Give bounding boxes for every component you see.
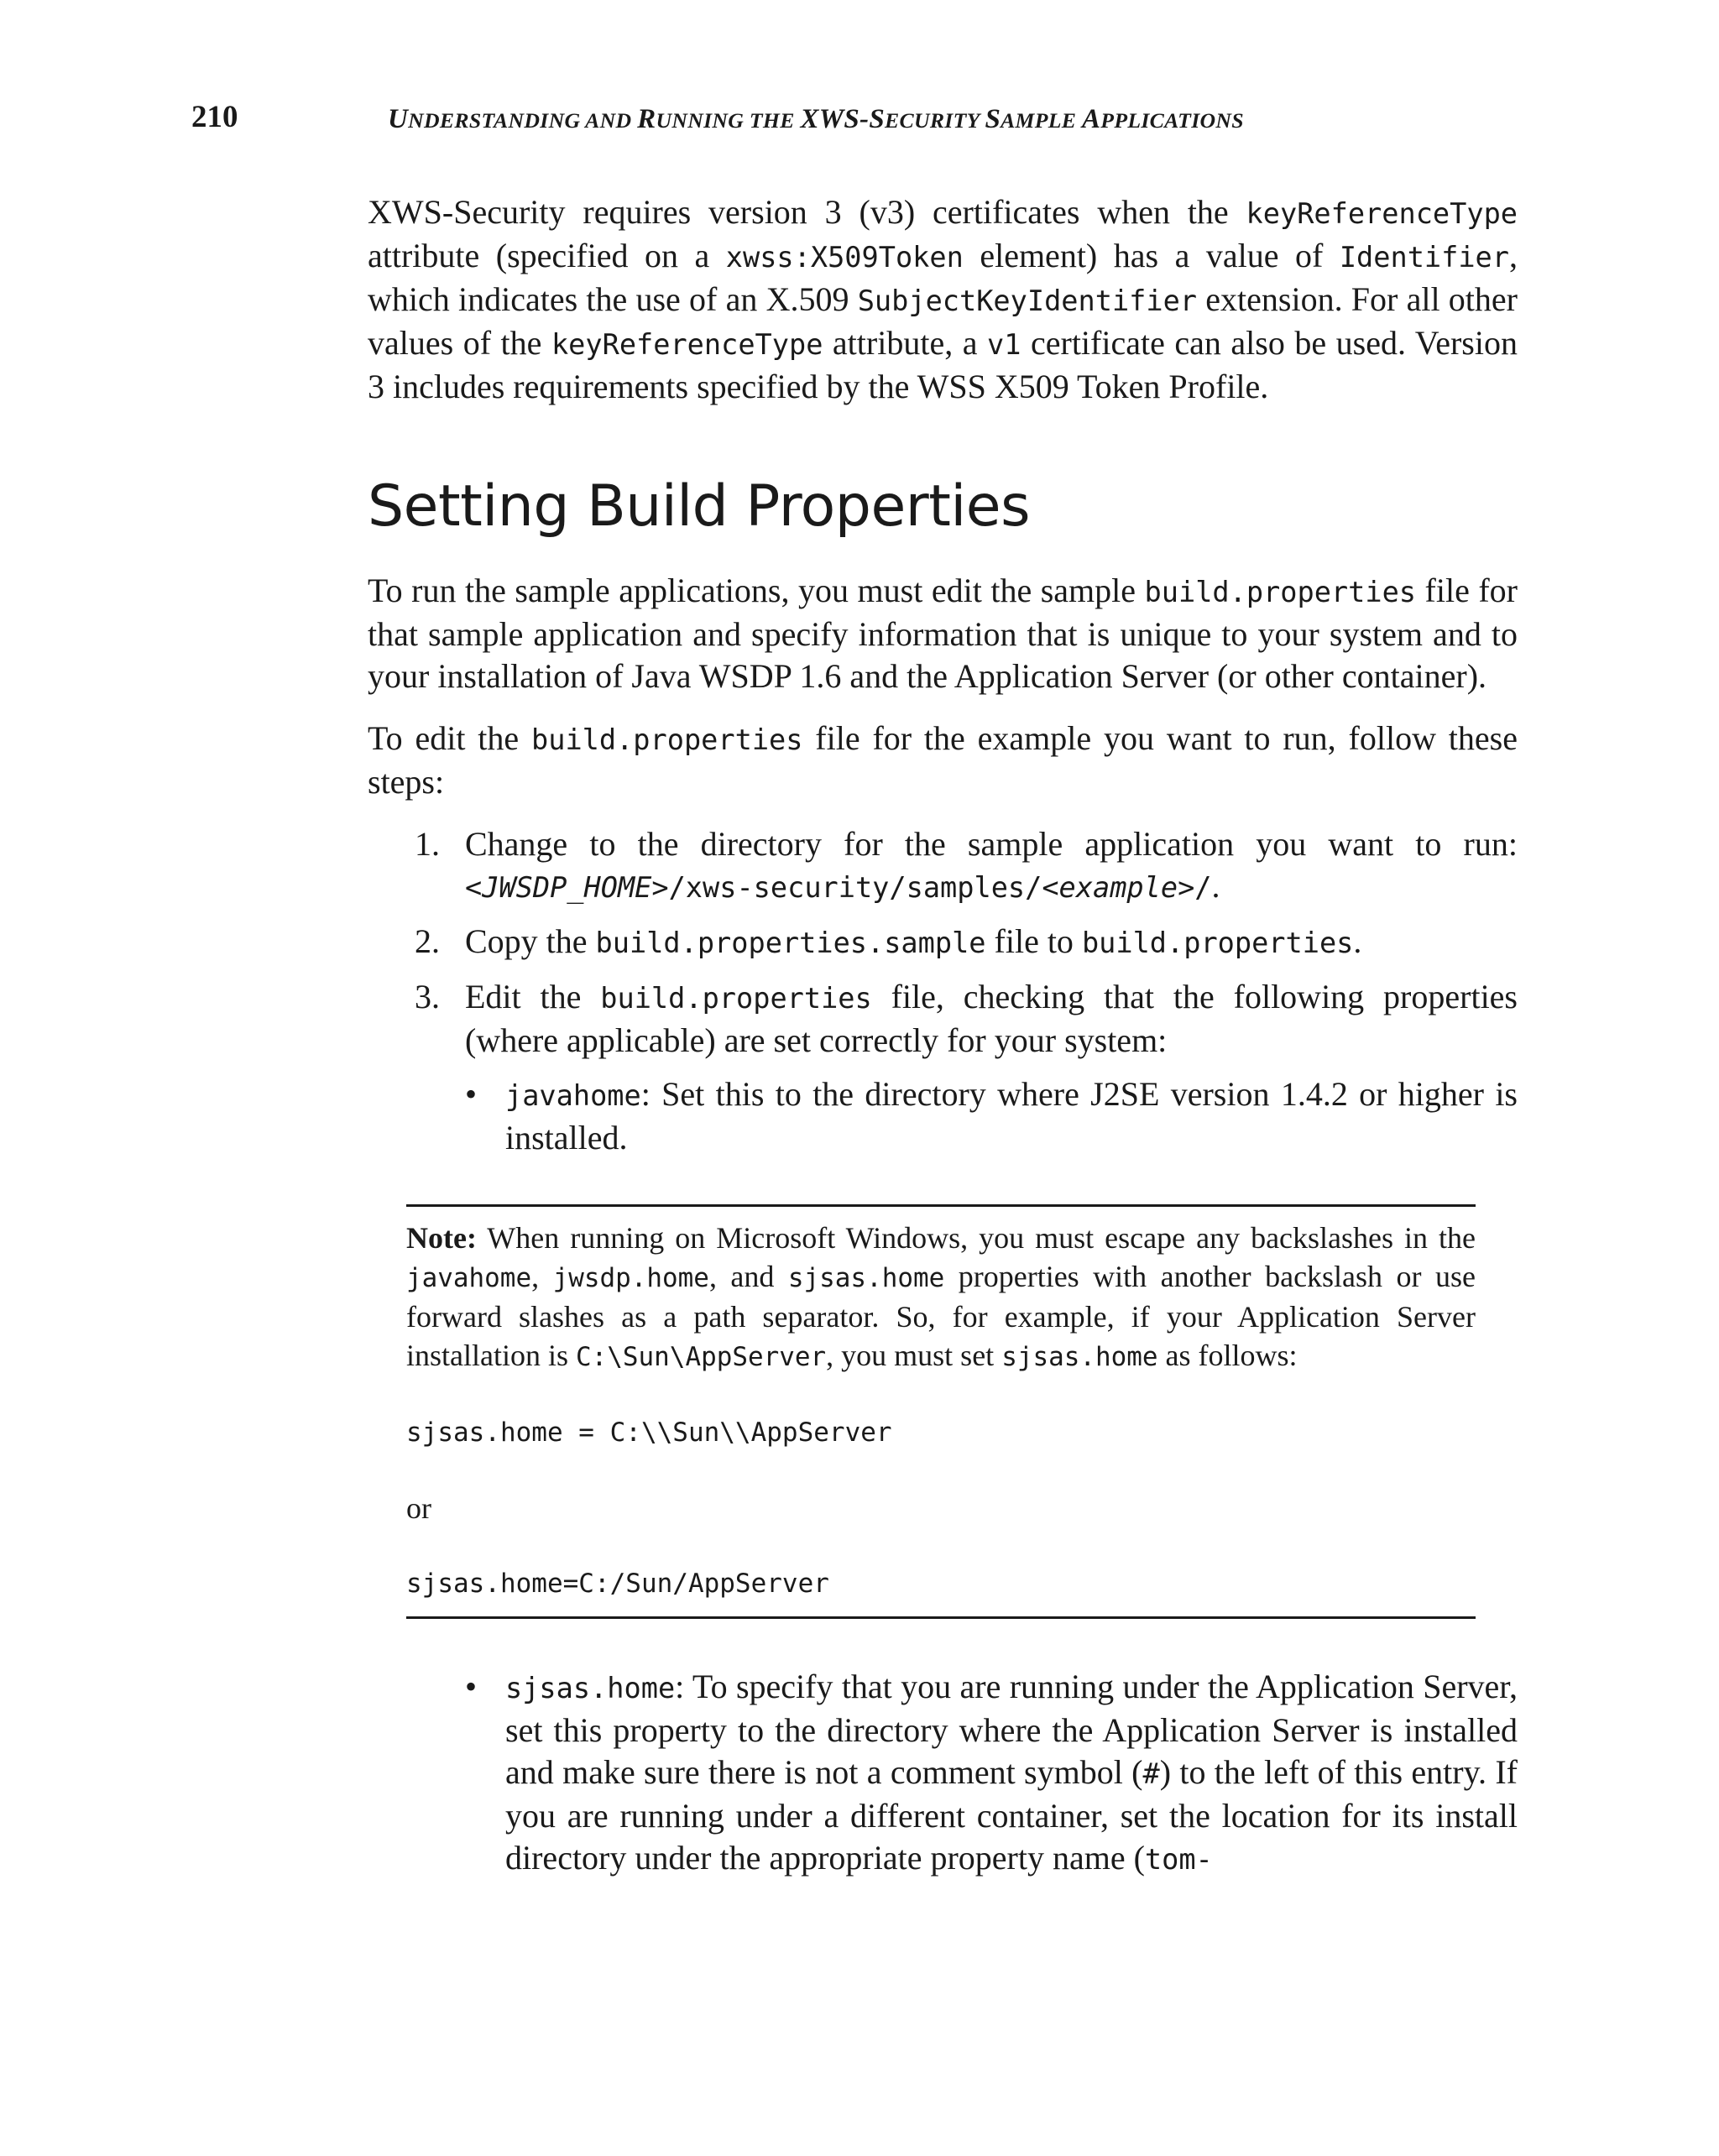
text-run: : Set this to the directory where J2SE version 1.4.2 or higher is installed. [505,1075,1518,1156]
intro-paragraph [368,191,1518,408]
text-run: Copy the [465,922,596,960]
running-head-part: R [637,104,656,134]
bullet-icon: • [465,1668,478,1705]
code-run: / [1194,871,1212,904]
code-run: build.properties [1081,927,1354,959]
running-head-part: S [985,104,1001,134]
text-run: file, checking that the following properties (where applicable) are set correctly for your system: [465,978,1518,1059]
code-run: tom- [1144,1843,1213,1876]
steps-list [368,823,1518,1062]
text-run: Change to the directory for the sample application you want to run: [465,825,1518,863]
text-run: as follows: [1157,1339,1298,1372]
build-properties-paragraph [368,570,1518,697]
code-run: v1 [987,328,1021,361]
running-head-part: XWS-S [800,104,886,134]
text-run: file for that sample application and specify information that is unique to your system and to your installation of Java WSDP 1.6 and the Application Server (or other container). [368,572,1518,695]
steps-intro-paragraph [368,718,1518,803]
code-run: javahome [406,1263,532,1293]
page-body [368,191,1518,1892]
running-head-part: U [388,104,409,134]
running-head-part: UNNING THE [656,108,801,133]
running-head-part: AMPLE [1001,108,1082,133]
step-item [368,976,1518,1062]
running-head-part: PPLICATIONS [1100,108,1244,133]
text-run: ) to the left of this entry. If you are running under a different container, set the location for its install directory under the appropriate property name ( [505,1753,1518,1877]
text-run: . [1353,922,1362,960]
step-number: 1. [415,825,440,863]
code-run: keyReferenceType [1246,197,1518,230]
running-head-part: ECURITY [885,108,985,133]
code-run: SubjectKeyIdentifier [857,285,1198,317]
code-run: jwsdp.home [552,1263,709,1293]
text-run: attribute (specified on a [368,237,726,274]
note-or: or [406,1491,431,1525]
text-run: : To specify that you are running under the Application Server, set this property to the directory where the Application Server is installed and make sure there is not a comment symbol ( [505,1668,1518,1791]
text-run: file to [985,922,1082,960]
text-run: , [531,1260,553,1293]
code-run: # [1142,1757,1160,1790]
text-run: When running on Microsoft Windows, you must escape any backslashes in the [476,1221,1476,1255]
page-number: 210 [191,100,238,134]
code-run: build.properties [600,982,872,1015]
code-run: sjsas.home [505,1672,676,1704]
code-run: build.properties [1144,576,1416,608]
step-number: 3. [415,978,440,1015]
text-run: element) has a value of [963,237,1340,274]
code-run: Identifier [1339,241,1509,274]
bullet-icon: • [465,1075,478,1113]
bullet-javahome [368,1073,1518,1159]
section-title: Setting Build Properties [368,473,1031,540]
step-item [368,823,1518,909]
running-head-part: A [1081,104,1101,134]
text-run: attribute, a [823,324,988,362]
code-run: build.properties.sample [595,927,986,959]
note-label: Note: [406,1221,477,1255]
text-run: extension. For all other values of the [368,280,1518,362]
text-run: , which indicates the use of an X.509 [368,237,1518,318]
code-run: C:\Sun\AppServer [576,1342,827,1372]
running-head [388,104,1244,135]
code-run: sjsas.home [1001,1342,1158,1372]
bullet-sjsas-home [368,1666,1518,1881]
code-example-forward-slash: sjsas.home=C:/Sun/AppServer [406,1569,829,1599]
text-run: properties with another backslash or use forward slashes as a path separator. So, for example, if your Application Server installation is [406,1260,1476,1372]
text-run: To run the sample applications, you must edit the sample [368,572,1145,609]
step-number: 2. [415,922,440,960]
code-run: /xws-security/samples/ [668,871,1042,904]
note-box [406,1204,1476,1619]
text-run: . [1211,867,1220,905]
text-run: XWS-Security requires version 3 (v3) certificates when the [368,193,1246,231]
text-run: Edit the [465,978,601,1015]
code-run: sjsas.home [787,1263,945,1293]
code-run: <example> [1042,871,1195,904]
code-run: javahome [505,1079,641,1112]
code-run: build.properties [531,723,803,756]
text-run: file for the example you want to run, follow these steps: [368,719,1518,801]
code-example-escaped: sjsas.home = C:\\Sun\\AppServer [406,1417,892,1448]
code-run: <JWSDP_HOME> [465,871,669,904]
text-run: , you must set [826,1339,1002,1372]
running-head-part: NDERSTANDING AND [408,108,638,133]
code-run: keyReferenceType [551,328,823,361]
text-run: To edit the [368,719,532,757]
code-run: xwss:X509Token [725,241,964,274]
note-paragraph [406,1219,1476,1376]
text-run: , and [708,1260,788,1293]
text-run: certificate can also be used. Version 3 includes requirements specified by the WSS X509 Token Profile. [368,324,1518,405]
step-item [368,921,1518,964]
